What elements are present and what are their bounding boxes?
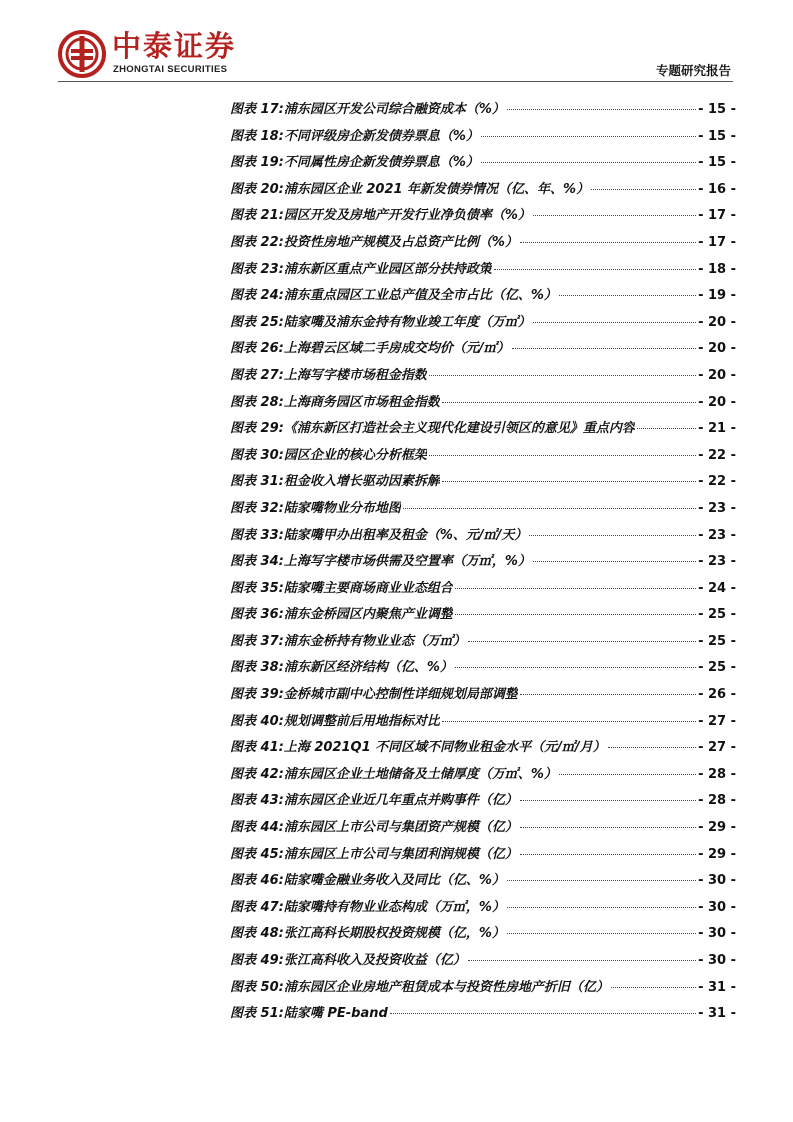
toc-entry-label: 图表 17: [230, 102, 284, 117]
toc-entry-page: - 23 - [698, 500, 736, 516]
toc-leader-dots [520, 827, 696, 828]
toc-entry-title: 园区企业的核心分析框架 [283, 447, 427, 463]
toc-entry-page: - 23 - [698, 527, 736, 543]
toc-leader-dots [390, 1013, 696, 1014]
toc-entry-label: 图表 27: [230, 367, 284, 383]
toc-entry-label: 图表 40: [230, 713, 284, 729]
toc-entry-page: - 22 - [698, 474, 736, 490]
toc-entry[interactable] [230, 524, 736, 551]
toc-entry-title: 陆家嘴及浦东金持有物业竣工年度（万㎡） [283, 314, 531, 330]
toc-entry-page: - 19 - [698, 288, 736, 304]
toc-entry[interactable] [230, 364, 736, 391]
toc-leader-dots [520, 854, 696, 855]
toc-entry-page: - 30 - [698, 926, 736, 942]
toc-entry[interactable] [230, 976, 736, 1003]
toc-leader-dots [455, 588, 696, 589]
toc-leader-dots [559, 295, 696, 296]
toc-leader-dots [494, 269, 696, 270]
toc-leader-dots [468, 960, 696, 961]
toc-entry[interactable] [230, 763, 736, 790]
toc-entry-page: - 30 - [698, 873, 736, 889]
toc-entry-page: - 17 - [698, 208, 736, 224]
toc-entry[interactable] [230, 497, 736, 524]
toc-entry[interactable] [230, 736, 736, 763]
toc-entry-label: 图表 44: [230, 820, 284, 836]
toc-entry-page: - 30 - [698, 953, 736, 968]
toc-leader-dots [455, 667, 696, 668]
toc-entry[interactable] [230, 258, 736, 285]
toc-entry-title: 浦东园区开发公司综合融资成本（%） [283, 102, 505, 117]
toc-entry[interactable] [230, 178, 736, 205]
toc-leader-dots [507, 880, 696, 881]
toc-leader-dots [611, 987, 696, 988]
toc-entry[interactable] [230, 98, 736, 125]
toc-entry-title: 浦东金桥持有物业业态（万㎡） [283, 633, 466, 649]
toc-entry-title: 浦东新区重点产业园区部分扶持政策 [283, 261, 492, 277]
toc-entry-label: 图表 49: [230, 953, 284, 968]
toc-entry-label: 图表 42: [230, 766, 284, 782]
toc-entry-title: 上海商务园区市场租金指数 [283, 394, 440, 410]
toc-entry[interactable] [230, 896, 736, 923]
toc-leader-dots [442, 402, 696, 403]
toc-entry-title: 金桥城市副中心控制性详细规划局部调整 [283, 687, 518, 703]
toc-entry[interactable] [230, 922, 736, 949]
toc-leader-dots [442, 481, 696, 482]
table-of-figures [230, 98, 736, 1029]
toc-leader-dots [429, 375, 696, 376]
toc-entry[interactable] [230, 417, 736, 444]
toc-entry-page: - 21 - [698, 421, 736, 437]
toc-entry[interactable] [230, 231, 736, 258]
header-divider [58, 81, 733, 82]
toc-entry[interactable] [230, 1002, 736, 1029]
toc-entry-label: 图表 22: [230, 234, 284, 250]
toc-entry[interactable] [230, 470, 736, 497]
toc-entry-label: 图表 39: [230, 687, 284, 703]
zhongtai-logo-icon [58, 30, 106, 78]
toc-entry-label: 图表 18: [230, 128, 284, 144]
toc-entry-label: 图表 28: [230, 394, 284, 410]
toc-entry-title: 上海写字楼市场供需及空置率（万㎡，%） [283, 554, 531, 570]
toc-entry-title: 浦东园区上市公司与集团利润规模（亿） [283, 846, 518, 862]
brand-name-en: ZHONGTAI SECURITIES [113, 64, 228, 75]
toc-leader-dots [637, 428, 696, 429]
toc-entry-title: 规划调整前后用地指标对比 [283, 713, 440, 729]
toc-entry-label: 图表 20: [230, 181, 284, 197]
toc-entry-title: 浦东园区企业土地储备及土储厚度（万㎡、%） [283, 766, 557, 782]
brand-name-cn: 中泰证券 [112, 29, 237, 63]
toc-entry-page: - 29 - [698, 820, 736, 836]
toc-entry[interactable] [230, 311, 736, 338]
toc-leader-dots [533, 561, 696, 562]
toc-entry-page: - 20 - [698, 367, 736, 383]
toc-entry-title: 上海 2021Q1 不同区域不同物业租金水平（元/㎡/月） [283, 740, 606, 756]
toc-leader-dots [403, 508, 696, 509]
toc-entry-label: 图表 34: [230, 554, 284, 570]
toc-entry[interactable] [230, 816, 736, 843]
toc-leader-dots [455, 614, 696, 615]
toc-entry[interactable] [230, 710, 736, 737]
toc-entry-page: - 15 - [698, 102, 736, 117]
toc-entry-label: 图表 32: [230, 500, 284, 516]
toc-entry-label: 图表 29: [230, 421, 284, 437]
toc-entry-label: 图表 46: [230, 873, 284, 889]
toc-entry-title: 不同评级房企新发债券票息（%） [283, 128, 479, 144]
toc-leader-dots [591, 189, 696, 190]
toc-entry-label: 图表 24: [230, 288, 284, 304]
toc-leader-dots [481, 136, 696, 137]
toc-entry[interactable] [230, 656, 736, 683]
toc-entry-page: - 22 - [698, 447, 736, 463]
toc-entry-label: 图表 50: [230, 979, 284, 995]
toc-entry-title: 陆家嘴金融业务收入及同比（亿、%） [283, 873, 505, 889]
toc-entry[interactable] [230, 603, 736, 630]
toc-entry[interactable] [230, 125, 736, 152]
toc-entry-page: - 23 - [698, 554, 736, 570]
toc-entry-page: - 29 - [698, 846, 736, 862]
toc-entry-title: 浦东园区企业 2021 年新发债券情况（亿、年、%） [283, 181, 590, 197]
toc-entry-title: 浦东新区经济结构（亿、%） [283, 660, 453, 676]
toc-entry-title: 不同属性房企新发债券票息（%） [283, 155, 479, 171]
toc-entry-label: 图表 21: [230, 208, 284, 224]
toc-entry-page: - 25 - [698, 607, 736, 623]
toc-entry-label: 图表 47: [230, 899, 284, 915]
toc-entry[interactable] [230, 284, 736, 311]
toc-entry-label: 图表 35: [230, 580, 284, 596]
toc-leader-dots [533, 215, 696, 216]
toc-entry-label: 图表 30: [230, 447, 284, 463]
toc-entry-title: 张江高科长期股权投资规模（亿，%） [283, 926, 505, 942]
toc-entry-page: - 27 - [698, 713, 736, 729]
toc-entry-label: 图表 41: [230, 740, 284, 756]
toc-leader-dots [507, 109, 696, 110]
toc-entry-page: - 17 - [698, 234, 736, 250]
toc-entry-title: 陆家嘴 PE-band [283, 1006, 388, 1022]
toc-leader-dots [429, 455, 696, 456]
toc-entry-title: 浦东金桥园区内聚焦产业调整 [283, 607, 453, 623]
toc-entry[interactable] [230, 789, 736, 816]
page-header [0, 0, 793, 90]
report-type: 专题研究报告 [655, 63, 731, 78]
toc-entry-page: - 26 - [698, 687, 736, 703]
toc-entry-page: - 16 - [698, 181, 736, 197]
toc-entry[interactable] [230, 444, 736, 471]
toc-entry-title: 陆家嘴物业分布地图 [283, 500, 401, 516]
toc-leader-dots [559, 774, 696, 775]
toc-entry-page: - 20 - [698, 314, 736, 330]
toc-entry[interactable] [230, 204, 736, 231]
toc-entry-title: 《浦东新区打造社会主义现代化建设引领区的意见》重点内容 [283, 421, 635, 437]
toc-entry-label: 图表 31: [230, 474, 284, 490]
toc-entry-page: - 31 - [698, 979, 736, 995]
toc-leader-dots [481, 162, 696, 163]
toc-entry-page: - 27 - [698, 740, 736, 756]
toc-entry-page: - 30 - [698, 899, 736, 915]
toc-entry-title: 浦东园区上市公司与集团资产规模（亿） [283, 820, 518, 836]
toc-leader-dots [533, 322, 696, 323]
toc-entry-label: 图表 25: [230, 314, 284, 330]
toc-entry-title: 浦东园区企业房地产租赁成本与投资性房地产折旧（亿） [283, 979, 609, 995]
toc-entry-label: 图表 33: [230, 527, 284, 543]
toc-entry-title: 陆家嘴主要商场商业业态组合 [283, 580, 453, 596]
toc-entry-title: 租金收入增长驱动因素拆解 [283, 474, 440, 490]
toc-entry-label: 图表 36: [230, 607, 284, 623]
toc-leader-dots [512, 348, 696, 349]
toc-entry-title: 张江高科收入及投资收益（亿） [283, 953, 466, 968]
toc-leader-dots [520, 800, 696, 801]
toc-entry-page: - 28 - [698, 766, 736, 782]
toc-entry[interactable] [230, 949, 736, 976]
toc-entry-title: 上海写字楼市场租金指数 [283, 367, 427, 383]
toc-entry[interactable] [230, 630, 736, 657]
toc-entry[interactable] [230, 869, 736, 896]
toc-entry-page: - 28 - [698, 793, 736, 809]
toc-entry-page: - 20 - [698, 394, 736, 410]
toc-entry[interactable] [230, 843, 736, 870]
toc-leader-dots [507, 907, 696, 908]
toc-entry[interactable] [230, 683, 736, 710]
toc-entry-label: 图表 48: [230, 926, 284, 942]
toc-entry-label: 图表 43: [230, 793, 284, 809]
toc-leader-dots [608, 747, 696, 748]
toc-leader-dots [520, 694, 696, 695]
toc-entry-title: 陆家嘴持有物业业态构成（万㎡，%） [283, 899, 505, 915]
toc-entry-label: 图表 26: [230, 341, 284, 357]
toc-entry-page: - 31 - [698, 1006, 736, 1022]
toc-entry-label: 图表 38: [230, 660, 284, 676]
toc-entry[interactable] [230, 577, 736, 604]
toc-entry-title: 投资性房地产规模及占总资产比例（%） [283, 234, 518, 250]
toc-entry-title: 浦东重点园区工业总产值及全市占比（亿、%） [283, 288, 557, 304]
toc-entry-label: 图表 37: [230, 633, 284, 649]
toc-leader-dots [468, 641, 696, 642]
toc-leader-dots [507, 933, 696, 934]
toc-entry-page: - 24 - [698, 580, 736, 596]
toc-leader-dots [520, 242, 696, 243]
toc-entry-label: 图表 51: [230, 1006, 284, 1022]
toc-entry-page: - 25 - [698, 633, 736, 649]
toc-entry-page: - 20 - [698, 341, 736, 357]
toc-entry[interactable] [230, 391, 736, 418]
toc-leader-dots [442, 721, 696, 722]
toc-entry[interactable] [230, 151, 736, 178]
toc-entry-page: - 15 - [698, 128, 736, 144]
toc-entry-title: 浦东园区企业近几年重点并购事件（亿） [283, 793, 518, 809]
toc-entry-page: - 15 - [698, 155, 736, 171]
toc-entry-label: 图表 19: [230, 155, 284, 171]
toc-entry-page: - 18 - [698, 261, 736, 277]
toc-entry-title: 陆家嘴甲办出租率及租金（%、元/㎡/天） [283, 527, 528, 543]
toc-entry[interactable] [230, 550, 736, 577]
toc-entry-title: 园区开发及房地产开发行业净负债率（%） [283, 208, 531, 224]
toc-entry-page: - 25 - [698, 660, 736, 676]
toc-entry[interactable] [230, 337, 736, 364]
toc-entry-title: 上海碧云区域二手房成交均价（元/㎡） [283, 341, 510, 357]
toc-entry-label: 图表 23: [230, 261, 284, 277]
toc-entry-label: 图表 45: [230, 846, 284, 862]
toc-leader-dots [529, 535, 696, 536]
